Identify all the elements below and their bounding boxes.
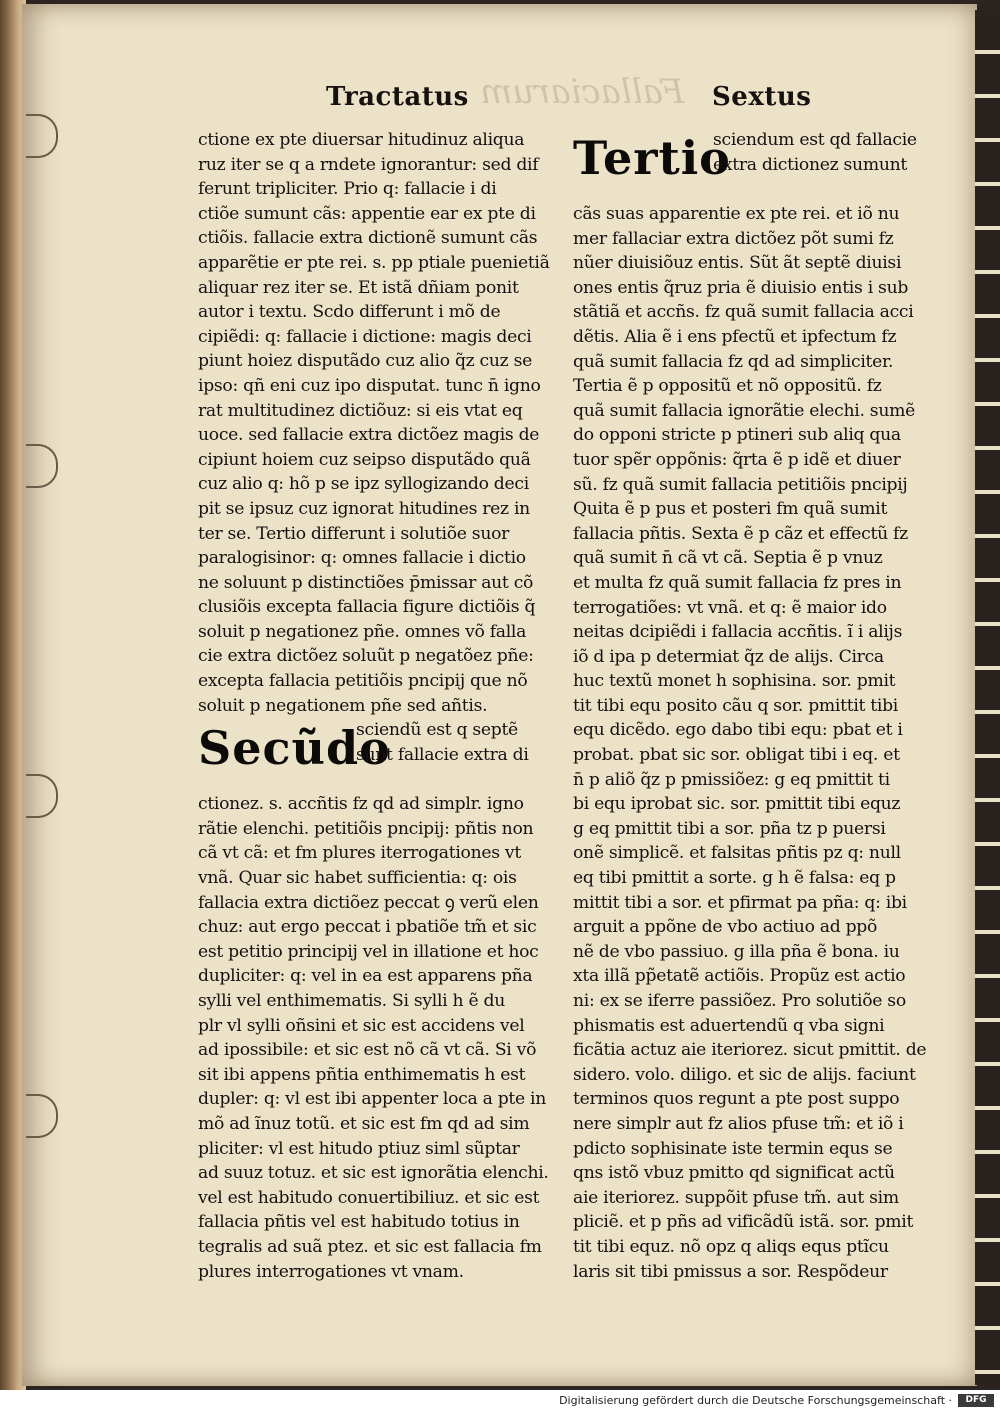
text-line: sit ibi appens pñtia enthimematis h est	[198, 1064, 526, 1085]
text-line: huc textũ monet h sophisina. sor. pmit	[573, 671, 896, 692]
text-line: mer fallaciar extra dictõez põt sumi fz	[573, 228, 894, 249]
text-line: rat multitudinez dictiõuz: si eis vtat eq	[198, 400, 523, 421]
text-line: g eq pmittit tibi a sor. pña tz p puersi	[573, 818, 886, 839]
text-line: soluit p negationez pñe. omnes võ falla	[198, 621, 527, 642]
text-line: cãs suas apparentie ex pte rei. et iõ nu	[573, 204, 900, 224]
text-line: cie extra dictõez soluũt p negatõez pñe:	[198, 646, 534, 667]
text-line: nẽ de vbo passiuo. g illa pña ẽ bona. iu	[573, 941, 900, 962]
text-line: tit tibi equ posito cãu q sor. pmittit tibi	[573, 695, 899, 716]
text-line: ctiõis. fallacie extra dictionẽ sumunt cãs	[198, 228, 538, 249]
text-line: ad ipossibile: et sic est nõ cã vt cã. Si võ	[198, 1040, 537, 1061]
running-head-left: Tractatus	[326, 82, 469, 112]
text-line: chuz: aut ergo peccat i pbatiõe tm̃ et sic	[198, 917, 537, 938]
text-line: plr vl sylli oñsini et sic est accidens vel	[198, 1015, 525, 1036]
text-line: apparẽtie er pte rei. s. pp ptiale puenietiã	[198, 252, 550, 273]
text-line: laris sit tibi pmissus a sor. Respõdeur	[573, 1261, 888, 1282]
text-line: ad suuz totuz. et sic est ignorãtia elenchi.	[198, 1163, 549, 1184]
text-line: bi equ iprobat sic. sor. pmittit tibi equz	[573, 794, 901, 815]
text-line: equ dicẽdo. ego dabo tibi equ: pbat et i	[573, 720, 903, 741]
text-line: quã sumit fallacia ignorãtie elechi. sumẽ	[573, 400, 915, 421]
text-line: dẽtis. Alia ẽ i ens pfectũ et ipfectum fz	[573, 326, 897, 347]
text-line: ter se. Tertio differunt i solutiõe suor	[198, 523, 510, 544]
text-line: terrogatiões: vt vnã. et q: ẽ maior ido	[573, 597, 887, 618]
text-line: tegralis ad suã ptez. et sic est fallacia fm	[198, 1236, 542, 1257]
show-through-text: Fallaciarum	[480, 72, 685, 112]
text-line: nũer diuisiõuz entis. Sũt ãt septẽ diuisi	[573, 253, 902, 274]
footer-bar	[0, 1390, 1000, 1411]
initial-side-text	[713, 128, 953, 177]
text-line: aie iteriorez. suppõit pfuse tm̃. aut sim	[573, 1187, 899, 1208]
text-line: ficãtia actuz aie iteriorez. sicut pmittit. de	[573, 1040, 927, 1061]
binding-threads	[26, 114, 56, 1134]
binding-thread	[26, 1094, 58, 1138]
text-line: uoce. sed fallacie extra dictõez magis de	[198, 425, 540, 446]
text-line: ni: ex se iferre passiõez. Pro solutiõe so	[573, 991, 906, 1011]
text-line: quã sumit fallacia fz qd ad simpliciter.	[573, 351, 894, 372]
text-line: tuor spẽr oppõnis: q̃rta ẽ p idẽ et diuer	[573, 449, 901, 470]
text-line: pliciter: vl est hitudo ptiuz siml sũptar	[198, 1138, 520, 1159]
binding-thread	[26, 444, 58, 488]
text-line: extra dictionez sumunt	[713, 154, 907, 175]
text-line: sidero. volo. diligo. et sic de alijs. faciunt	[573, 1064, 916, 1085]
text-line: pliciẽ. et p pñs ad vificãdũ istã. sor. pmit	[573, 1212, 914, 1233]
text-line: ruz iter se q a rndete ignorantur: sed dif	[198, 154, 539, 175]
text-line: neitas dcipiẽdi i fallacia accñtis. ĩ i alijs	[573, 622, 903, 643]
text-line: plures interrogationes vt vnam.	[198, 1261, 464, 1282]
text-line: dupliciter: q: vel in ea est apparens pña	[198, 966, 533, 987]
text-line: rãtie elenchi. petitiõis pncipij: pñtis non	[198, 818, 534, 839]
right-section-opening	[573, 128, 933, 202]
text-line: cipiunt hoiem cuz seipso disputãdo quã	[198, 449, 531, 470]
text-line: quã sumit n̄ cã vt cã. Septia ẽ p vnuz	[573, 548, 883, 569]
text-line: tit tibi equz. nõ opz q aliqs equs ptĩcu	[573, 1236, 889, 1257]
text-line: stãtiã et accñs. fz quã sumit fallacia acci	[573, 302, 914, 323]
text-line: nere simplr aut fz alios pfuse tm̃: et iõ i	[573, 1113, 904, 1134]
text-line: do opponi stricte p ptineri sub aliq qua	[573, 425, 901, 446]
initial-side-text	[356, 718, 596, 767]
text-line: n̄ p aliõ q̃z p pmissiõez: g eq pmittit ti	[573, 769, 890, 790]
text-line: qns istõ vbuz pmitto qd significat actũ	[573, 1163, 895, 1184]
text-line: piunt hoiez disputãdo cuz alio q̃z cuz se	[198, 351, 532, 372]
text-line: mittit tibi a sor. et pfirmat pa pña: q: ibi	[573, 892, 907, 913]
text-line: clusiõis excepta fallacia figure dictiõis q̃	[198, 597, 536, 618]
text-line: ctionez. s. accñtis fz qd ad simplr. igno	[198, 794, 524, 815]
text-line: est petitio principij vel in illatione et hoc	[198, 941, 539, 962]
dfg-logo: DFG	[958, 1394, 994, 1407]
page-fore-edge	[975, 10, 1000, 1385]
initial-word-secundo: Secũdo	[198, 721, 391, 776]
text-line: vnã. Quar sic habet sufficientia: q: ois	[198, 868, 517, 889]
text-line: pit se ipsuz cuz ignorat hitudines rez in	[198, 498, 530, 519]
text-line: fallacia extra dictiõez peccat ꝯ verũ elen	[198, 892, 539, 913]
text-line: sũ. fz quã sumit fallacia petitiõis pncipij	[573, 474, 908, 495]
text-line: vel est habitudo conuertibiliuz. et sic est	[198, 1187, 540, 1208]
text-line: aliquar rez iter se. Et istã dñiam ponit	[198, 277, 519, 298]
left-text-column	[198, 128, 558, 1284]
text-line: onẽ simplicẽ. et falsitas pñtis pz q: null	[573, 843, 901, 864]
text-line: sylli vel enthimematis. Si sylli h ẽ du	[198, 991, 505, 1011]
left-section-opening	[198, 718, 558, 792]
text-line: iõ d ipa p determiat q̃z de alijs. Circa	[573, 646, 884, 667]
text-line: ne soluunt p distinctiões p̄missar aut cõ	[198, 572, 534, 593]
text-line: Tertia ẽ p oppositũ et nõ oppositũ. fz	[573, 376, 882, 397]
text-line: dupler: q: vl est ibi appenter loca a pte in	[198, 1089, 547, 1110]
text-line: paralogisinor: q: omnes fallacie i dictio	[198, 548, 526, 569]
binding-thread	[26, 114, 58, 158]
text-line: ctiõe sumunt cãs: appentie ear ex pte di	[198, 203, 536, 224]
text-line: eq tibi pmittit a sorte. g h ẽ falsa: eq p	[573, 868, 896, 889]
text-line: et multa fz quã sumit fallacia fz pres in	[573, 572, 902, 593]
text-line: ferunt tripliciter. Prio q: fallacie i di	[198, 179, 497, 200]
text-line: cuz alio q: hõ p se ipz syllogizando deci	[198, 474, 529, 495]
text-line: terminos quos regunt a pte post suppo	[573, 1089, 900, 1110]
binding-thread	[26, 774, 58, 818]
text-line: arguit a ppõne de vbo actiuo ad ppõ	[573, 917, 878, 938]
left-paragraph-2	[198, 792, 558, 1284]
text-line: cã vt cã: et fm plures iterrogationes vt	[198, 843, 521, 864]
text-line: Quita ẽ p pus et posteri fm quã sumit	[573, 499, 888, 520]
text-line: fallacia pñtis. Sexta ẽ p cãz et effectũ fz	[573, 523, 908, 544]
right-text-column	[573, 128, 933, 1284]
running-head-right: Sextus	[712, 82, 812, 112]
right-paragraph	[573, 202, 933, 1284]
text-line: ctione ex pte diuersar hitudinuz aliqua	[198, 130, 525, 150]
text-line: soluit p negationem pñe sed añtis.	[198, 695, 488, 716]
text-line: excepta fallacia petitiõis pncipij que nõ	[198, 671, 528, 692]
text-line: sciendum est qd fallacie	[713, 130, 917, 150]
text-line: sciendũ est q septẽ	[356, 720, 518, 741]
text-line: ones entis q̃ruz pria ẽ diuisio entis i sub	[573, 277, 909, 298]
text-line: mõ ad ĩnuz totũ. et sic est fm qd ad sim	[198, 1113, 530, 1134]
text-line: phismatis est aduertendũ q vba signi	[573, 1015, 885, 1036]
text-line: fallacia pñtis vel est habitudo totius in	[198, 1212, 520, 1233]
text-line: xta illã pp̃etatẽ actiõis. Propũz est actio	[573, 966, 906, 987]
text-line: sunt fallacie extra di	[356, 744, 529, 765]
text-line: ipso: qñ eni cuz ipo disputat. tunc n̄ igno	[198, 375, 541, 396]
initial-word-tertio: Tertio	[573, 131, 731, 185]
text-line: probat. pbat sic sor. obligat tibi i eq. et	[573, 745, 900, 766]
text-line: pdicto sophisinate iste termin equs se	[573, 1138, 893, 1159]
text-line: autor i textu. Scdo differunt i mõ de	[198, 302, 501, 323]
text-line: cipiẽdi: q: fallacie i dictione: magis deci	[198, 326, 532, 347]
funding-notice: Digitalisierung gefördert durch die Deutsche Forschungsgemeinschaft ·	[559, 1394, 952, 1407]
left-paragraph-1	[198, 128, 558, 718]
